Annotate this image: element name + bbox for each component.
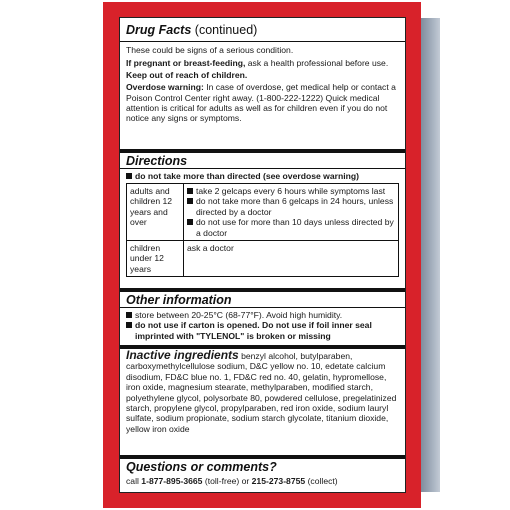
directions-row [127,241,398,276]
directions-item-text: do not use for more than 10 days unless directed by a doctor [196,217,394,238]
directions-table [126,183,399,277]
directions-main-bullet [120,171,405,181]
divider [120,41,405,42]
carton-side-panel [420,18,440,492]
questions-section [120,460,405,486]
other-info-item-text: store between 20-25°C (68-77°F). Avoid high humidity. [135,310,343,320]
phone-toll-free-note: (toll-free) or [202,476,252,486]
overdose-warning-bold: Overdose warning: [126,82,204,93]
directions-row [127,184,398,241]
inactive-ingredients-paragraph [126,350,399,434]
inactive-ingredients-section [120,350,405,434]
questions-contact [126,476,399,486]
phone-toll-free: 1-877-895-3665 [141,476,203,486]
directions-item-text: do not take more than 6 gelcaps in 24 hours, unless directed by a doctor [196,196,394,217]
drug-facts-panel [119,17,406,493]
directions-row-group: children under 12 years [130,243,164,274]
directions-title: Directions [126,154,188,168]
pregnancy-warning-text: ask a health professional before use. [245,58,389,69]
section-divider [120,149,405,153]
bullet-icon [187,188,193,194]
other-info-item [126,320,399,341]
warnings-section [120,45,405,124]
overdose-warning [126,82,399,124]
directions-row-text: ask a doctor [183,241,398,276]
other-info-item-text: do not use if carton is opened. Do not use if foil inner seal imprinted with "TYLENOL" is broken or missing [135,320,372,341]
questions-prefix: call [126,476,142,486]
directions-item-text: take 2 gelcaps every 6 hours while symptoms last [196,186,386,196]
other-info-item [126,310,399,320]
directions-main-line [126,171,399,181]
inactive-ingredients-title: Inactive ingredients [126,348,239,362]
directions-main-text: do not take more than directed (see overdose warning) [135,171,359,181]
other-info-title: Other information [126,293,232,307]
directions-item [187,196,395,217]
overdose-warning-text: In case of overdose, get medical help or contact a Poison Control Center right away. (1-800-222-1222) Quick medical attention is critical for adults as well as for children even if you do not notice any signs or symptoms. [126,82,396,124]
drug-facts-title-text: Drug Facts [126,23,192,37]
divider [120,307,405,308]
bullet-icon [126,312,132,318]
drug-facts-title-suffix: (continued) [194,23,258,37]
section-divider [120,288,405,292]
directions-item [187,186,395,196]
bullet-icon [126,322,132,328]
directions-row-group: adults and children 12 years and over [130,186,173,228]
bullet-icon [187,198,193,204]
drug-facts-title [126,23,399,37]
divider [120,168,405,169]
intro-line: These could be signs of a serious condition. [126,45,294,55]
directions-section [120,154,405,168]
questions-title: Questions or comments? [126,460,277,474]
bullet-icon [187,219,193,225]
drug-facts-header-section [120,23,405,37]
other-info-section [120,293,405,307]
directions-item [187,217,395,238]
directions-row-items [183,184,398,240]
other-info-list [120,310,405,341]
pregnancy-warning [126,58,399,68]
children-warning: Keep out of reach of children. [126,69,248,80]
pregnancy-warning-bold: If pregnant or breast-feeding, [126,58,246,69]
phone-collect: 215-273-8755 [251,476,306,486]
bullet-icon [126,173,132,179]
inactive-ingredients-text: benzyl alcohol, butylparaben, carboxymethylcellulose sodium, D&C yellow no. 10, edetate calcium disodium, FD&C blue no. 1, FD&C red no. 40, gelatin, hypromellose, iron oxide, magnesium stearate, methylparaben, modified starch, polyethylene glycol, polysorbate 80, powdered cellulose, pregelatinized starch, propylene glycol, propylparaben, red iron oxide, sodium lauryl sulfate, sodium propionate, sodium starch glycolate, titanium dioxide, yellow iron oxide [126,351,397,434]
phone-collect-note: (collect) [305,476,338,486]
section-divider [120,455,405,459]
